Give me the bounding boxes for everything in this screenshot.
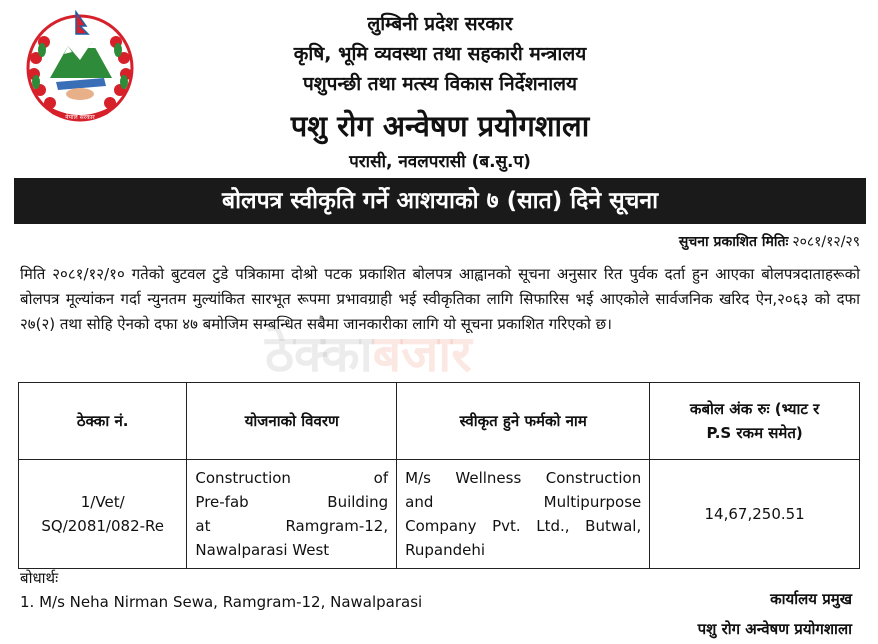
firm-line: and Multipurpose (405, 493, 642, 511)
header-description: योजनाको विवरण (187, 383, 397, 460)
firm-line: M/s Wellness Construction (405, 469, 642, 487)
firm-line: Rupandehi (405, 541, 486, 559)
publish-date (679, 232, 860, 251)
emblem-motto: नेपाल सरकार (65, 114, 95, 121)
cc-label: बोधार्थः (20, 569, 59, 587)
office-name: पशु रोग अन्वेषण प्रयोगशाला (290, 109, 590, 143)
watermark-part1: ठेक्का (265, 325, 373, 383)
description-line: Pre-fab Building (195, 493, 389, 511)
description-line: Nawalparasi West (195, 541, 330, 559)
header-firm: स्वीकृत हुने फर्मको नाम (397, 383, 650, 460)
table-header-row (19, 383, 860, 460)
publish-date-value: २०८१/१२/२९ (792, 234, 860, 250)
header-amount (650, 383, 860, 460)
contract-no-line2: SQ/2081/082-Re (41, 517, 165, 535)
office-address: परासी, नवलपरासी (ब.सु.प) (349, 152, 531, 172)
table-row (19, 460, 860, 569)
notice-title-banner: बोलपत्र स्वीकृति गर्ने आशयाको ७ (सात) दिने सूचना (14, 178, 866, 224)
description-line: Construction of (195, 469, 389, 487)
publish-date-label: सुचना प्रकाशित मितिः (678, 234, 789, 250)
description-line: at Ramgram-12, (195, 517, 389, 535)
cc-item: 1. M/s Neha Nirman Sewa, Ramgram-12, Nawalparasi (20, 593, 423, 611)
cell-firm (397, 460, 650, 569)
bid-table (18, 382, 860, 569)
nepal-emblem-icon (22, 8, 138, 124)
header-amount-line2: P.S रकम समेत) (706, 424, 803, 442)
notice-body: मिति २०८१/१२/१० गतेको बुटवल टुडे पत्रिकामा दोश्रो पटक प्रकाशित बोलपत्र आह्वानको सूचना अनुसार रित पुर्वक दर्ता हुन आएका बोलपत्रदाताहरूको बोलपत्र मूल्यांकन गर्दा न्युनतम मुल्यांकित सारभूत रूपमा प्रभावग्राही भई स्वीकृतिका लागि सिफारिस भई आएकोले सार्वजनिक खरिद ऐन,२०६३ को दफा २७(२) तथा सोहि ऐनको दफा ४७ बमोजिम सम्बन्धित सबैमा जानकारीका लागि यो सूचना प्रकाशित गरिएको छ। (20, 265, 860, 333)
cell-contract-no (19, 460, 187, 569)
ministry-name: कृषि, भूमि व्यवस्था तथा सहकारी मन्त्रालय (293, 43, 587, 65)
firm-line: Company Pvt. Ltd., Butwal, (405, 517, 642, 535)
contract-no-line1: 1/Vet/ (80, 493, 125, 511)
province-government: लुम्बिनी प्रदेश सरकार (367, 13, 513, 35)
cc-block (20, 566, 422, 614)
signoff-title: कार्यालय प्रमुख (770, 590, 852, 608)
header-amount-line1: कबोल अंक रुः (भ्याट र (689, 400, 820, 418)
cell-amount: 14,67,250.51 (650, 460, 860, 569)
signoff-block (698, 584, 852, 644)
directorate-name: पशुपन्छी तथा मत्स्य विकास निर्देशनालय (302, 73, 578, 95)
watermark-part2: बजार (372, 325, 472, 383)
header-contract-no: ठेक्का नं. (19, 383, 187, 460)
signoff-office: पशु रोग अन्वेषण प्रयोगशाला (697, 620, 852, 638)
cell-description (187, 460, 397, 569)
